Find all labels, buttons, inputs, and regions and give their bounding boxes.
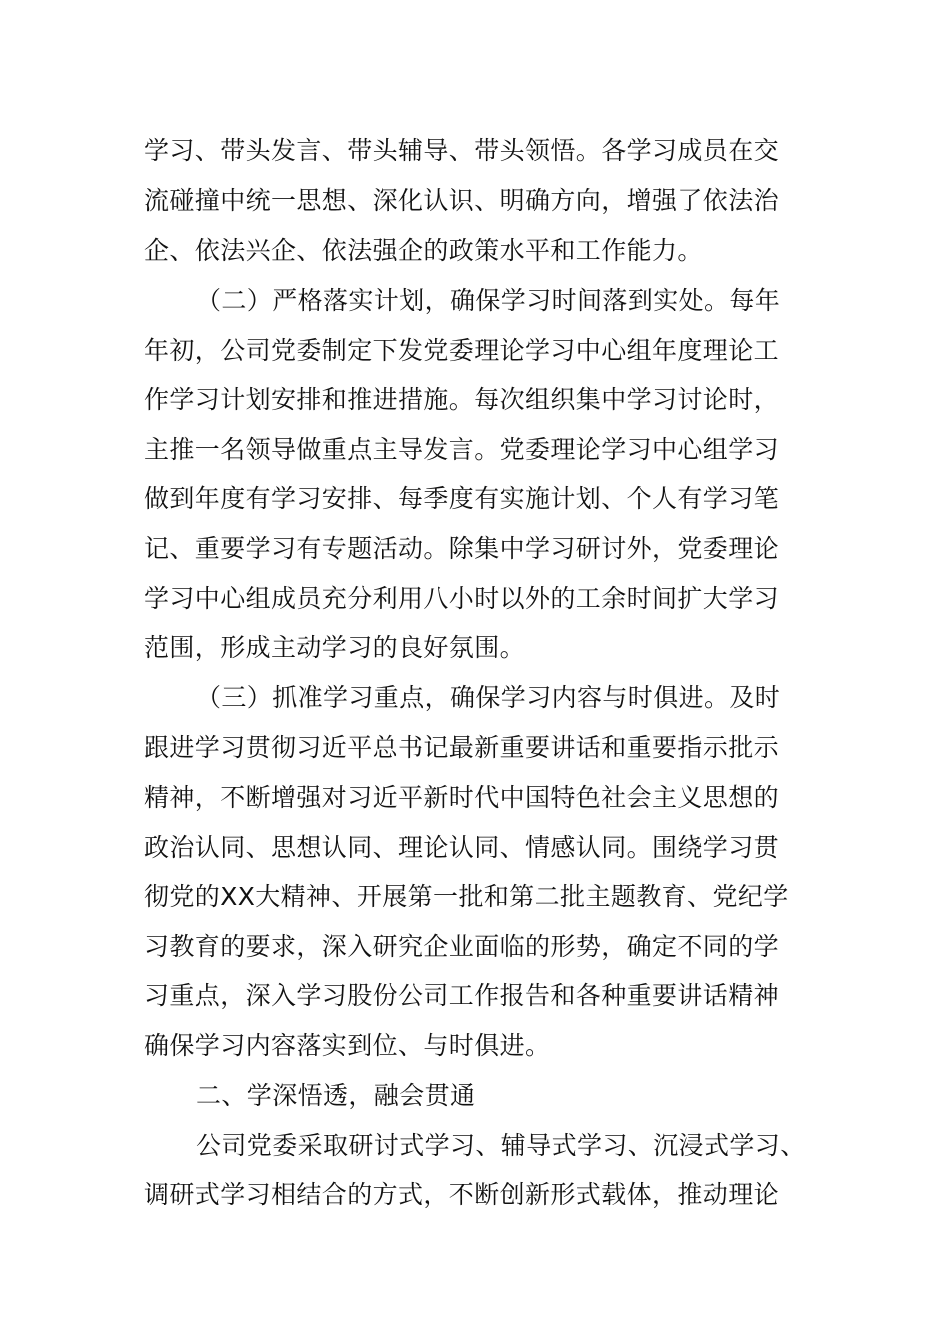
text-line: 习教育的要求，深入研究企业面临的形势，确定不同的学 (144, 932, 780, 961)
text-line: 记、重要学习有专题活动。除集中学习研讨外，党委理论 (144, 534, 780, 563)
section-heading: （二）严格落实计划，确保学习时间落到实处。每年 (196, 286, 781, 315)
text-line: 企、依法兴企、依法强企的政策水平和工作能力。 (144, 236, 703, 265)
text-line: 跟进学习贯彻习近平总书记最新重要讲话和重要指示批示 (144, 733, 780, 762)
text-line: 主推一名领导做重点主导发言。党委理论学习中心组学习 (144, 435, 780, 464)
text-line: 彻党的XX大精神、开展第一批和第二批主题教育、党纪学 (144, 882, 789, 911)
text-line: 年初，公司党委制定下发党委理论学习中心组年度理论工 (144, 336, 780, 365)
section-heading: 二、学深悟透，融会贯通 (196, 1081, 476, 1110)
text-line: 政治认同、思想认同、理论认同、情感认同。围绕学习贯 (144, 833, 780, 862)
text-line: 做到年度有学习安排、每季度有实施计划、个人有学习笔 (144, 484, 780, 513)
text-line: 公司党委采取研讨式学习、辅导式学习、沉浸式学习、 (196, 1131, 806, 1160)
text-line: 作学习计划安排和推进措施。每次组织集中学习讨论时， (144, 385, 780, 414)
text-line: 习重点，深入学习股份公司工作报告和各种重要讲话精神 (144, 981, 780, 1010)
text-line: 确保学习内容落实到位、与时俱进。 (144, 1031, 551, 1060)
text-line: 调研式学习相结合的方式，不断创新形式载体，推动理论 (144, 1180, 780, 1209)
text-line: 范围，形成主动学习的良好氛围。 (144, 633, 526, 662)
text-line: 学习、带头发言、带头辅导、带头领悟。各学习成员在交 (144, 136, 780, 165)
text-line: 精神，不断增强对习近平新时代中国特色社会主义思想的 (144, 783, 780, 812)
text-line: 流碰撞中统一思想、深化认识、明确方向，增强了依法治 (144, 186, 780, 215)
text-line: 学习中心组成员充分利用八小时以外的工余时间扩大学习 (144, 584, 780, 613)
section-heading: （三）抓准学习重点，确保学习内容与时俱进。及时 (196, 683, 781, 712)
